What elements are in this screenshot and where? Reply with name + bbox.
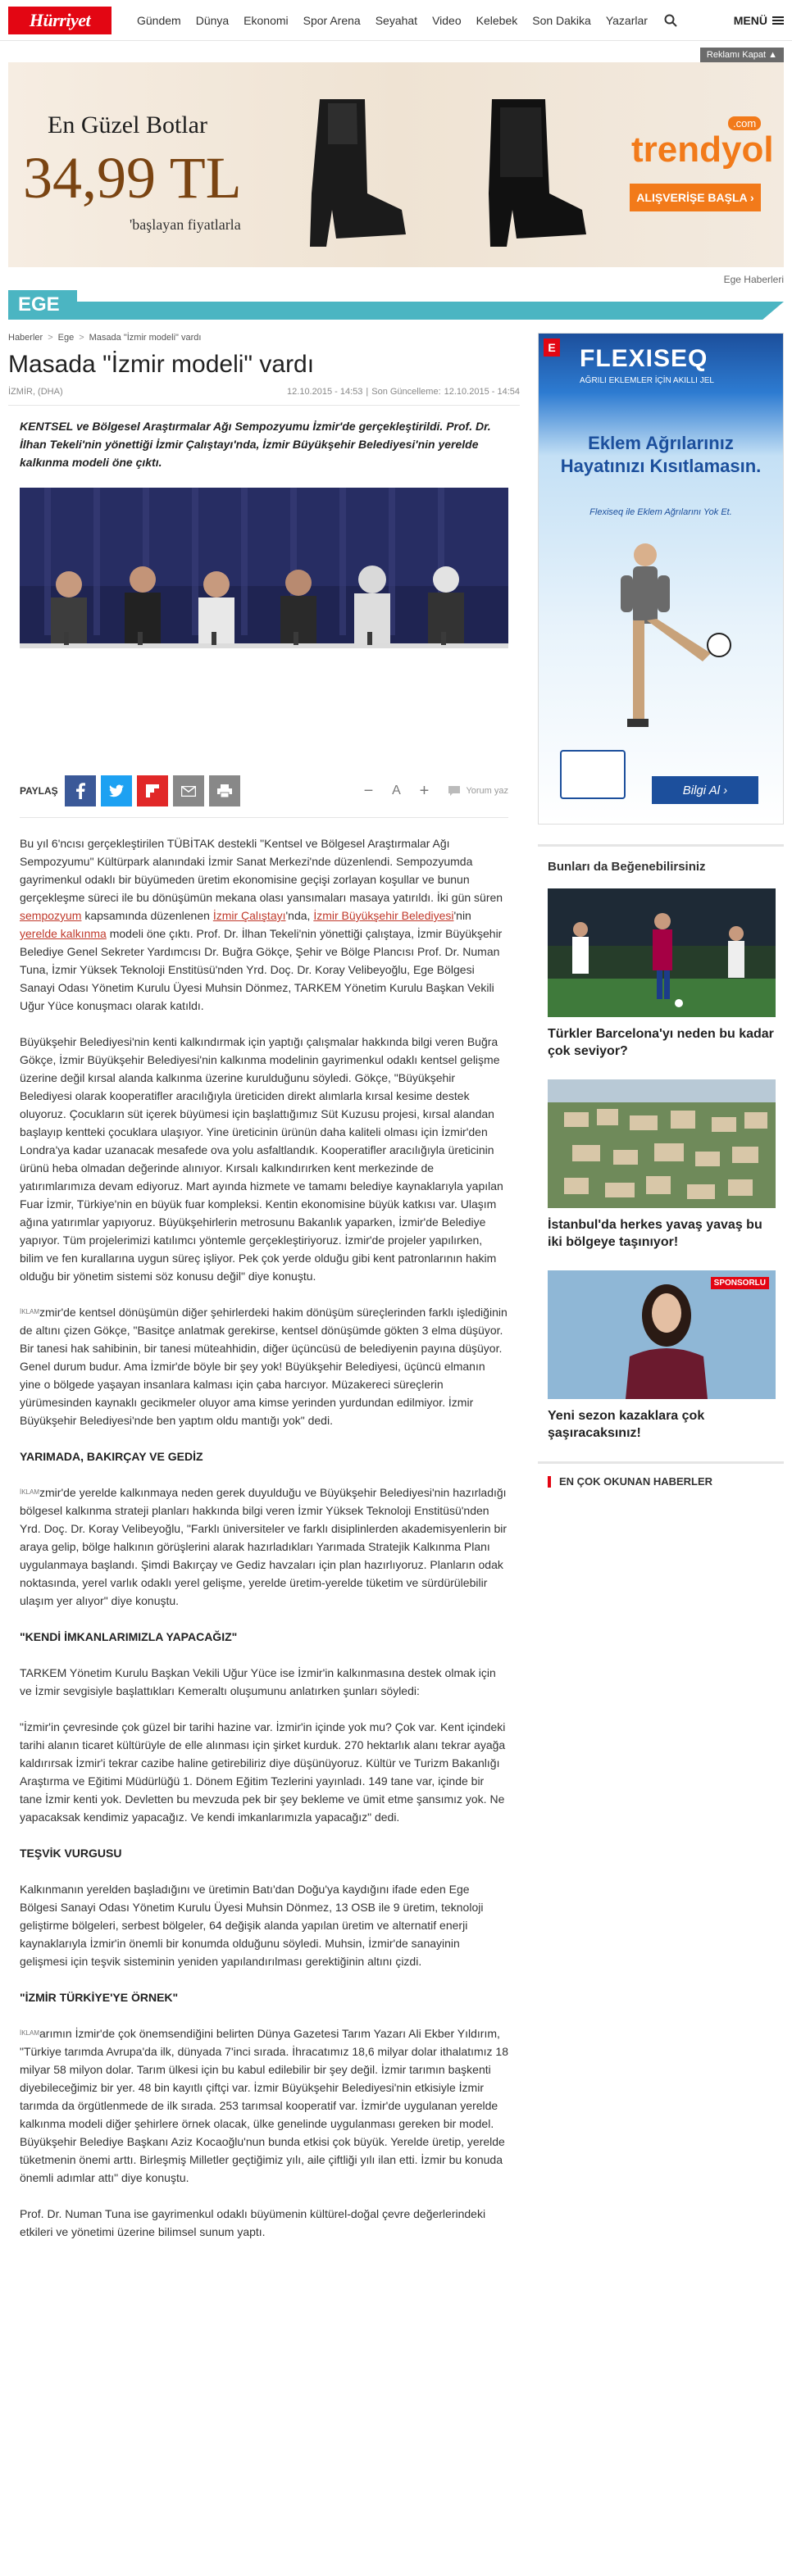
paragraph-text: 'nda, — [285, 909, 314, 922]
share-label: PAYLAŞ — [20, 785, 58, 797]
article-meta — [8, 387, 520, 406]
recommendations-title: Bunları da Beğenebilirsiniz — [548, 860, 706, 874]
twitter-icon — [109, 784, 124, 797]
paragraph: Prof. Dr. Numan Tuna ise gayrimenkul odaklı büyümenin kültürel-doğal çevre değerlerindeki etkileri ve yönetimi üzerine bilimsel sunum yaptı. — [20, 2207, 486, 2238]
share-toolbar — [20, 775, 508, 807]
recommendation-caption: İstanbul'da herkes yavaş yavaş bu iki bölgeye taşınıyor! — [548, 1218, 762, 1249]
nav-item-kelebek[interactable]: Kelebek — [476, 13, 518, 27]
ad-brand-suffix: .com — [728, 116, 761, 130]
section-news-link[interactable]: Ege Haberleri — [723, 274, 784, 285]
decrease-font-button[interactable]: − — [363, 781, 374, 800]
main-content — [0, 320, 792, 2259]
paragraph-text: modeli öne çıktı. Prof. Dr. İlhan Tekeli'nin yönettiği çalıştaya, İzmir Büyükşehir Belediye Genel Sekreter Yardımcısı Dr. Buğra Gökçe, Şehir ve Bölge Plancısı Prof. Dr. Numan Tuna, İzmir Yüksek Teknoloji Enstitüsü'nden Yrd. Doç. Dr. Koray Velibeyoğlu, Ege Bölgesi Sanayi Odası Yönetim Kurulu Üyesi Muhsin Dönmez, TARKEM Yönetim Kurulu Başkan Vekili Uğur Yüce konuşmacı olarak katıldı. — [20, 927, 503, 1012]
ad-subline: 'başlayan fiyatlarla — [130, 216, 241, 233]
subheading: YARIMADA, BAKIRÇAY VE GEDİZ — [20, 1450, 203, 1463]
nav-item-seyahat[interactable]: Seyahat — [375, 13, 418, 27]
published-date: 12.10.2015 - 14:53 — [287, 387, 363, 397]
comment-icon — [448, 785, 461, 797]
ad-badge: E — [544, 338, 560, 357]
article-lead: KENTSEL ve Bölgesel Araştırmalar Ağı Sempozyumu İzmir'de gerçekleştirildi. Prof. Dr. İlhan Tekeli'nin yönettiği İzmir Çalıştayı'nda, İzmir Büyükşehir Belediyesi'nin yerelde kalkınma modeli öne çıktı. — [20, 420, 491, 469]
hamburger-icon — [772, 15, 784, 26]
comment-label: Yorum yaz — [466, 786, 508, 796]
breadcrumb-separator: > — [48, 333, 53, 343]
site-logo[interactable]: Hürriyet — [8, 7, 112, 34]
flipboard-share-button[interactable] — [137, 775, 168, 806]
breadcrumb-haberler[interactable]: Haberler — [8, 333, 43, 343]
updated-date: 12.10.2015 - 14:54 — [444, 387, 520, 397]
section-stripe — [77, 302, 784, 320]
recommendations — [538, 844, 784, 1442]
section-title[interactable]: EGE — [8, 290, 77, 320]
paragraph — [20, 834, 508, 1015]
article-title: Masada "İzmir modeli" vardı — [8, 351, 315, 378]
list-item[interactable] — [548, 1270, 774, 1442]
divider — [20, 817, 508, 818]
facebook-share-button[interactable] — [65, 775, 96, 806]
panel-photo-image — [20, 488, 508, 758]
menu-button[interactable] — [734, 14, 784, 27]
article-dates — [287, 387, 520, 397]
list-item[interactable] — [548, 888, 774, 1060]
nav-item-ekonomi[interactable]: Ekonomi — [244, 13, 289, 27]
paragraph: "İzmir'in çevresinde çok güzel bir tarihi hazine var. İzmir'in içinde yok mu? Çok var. Kent içindeki tarihi alanın ticaret kültürüyle de elle alınması için şirket kurduk. 270 hektarlık alanı tekrar ayağa kaldırırsak İzmir'i tekrar cazibe haline getirebiliriz diye düşünüyoruz. Kültür ve Turizm Bakanlığı Araştırma ve Eğitimi Müdürlüğü 1. Dönem Eğitim Tezlerini yayınladı. 149 tane var, içinde bir tane İzmir kenti yok. Devletten bu mevzuda pek bir şey bekleme ve ümit etme şansımız yok. Ne yapacaksak kendimiz yapacağız. Ve kendi imkanlarımızla yapacağız" dedi. — [20, 1720, 506, 1824]
top-navigation — [0, 0, 792, 41]
facebook-icon — [75, 783, 85, 799]
link-izmir-calistayi[interactable]: İzmir Çalıştayı — [212, 909, 286, 922]
subheading: "KENDİ İMKANLARIMIZLA YAPACAĞIZ" — [20, 1630, 238, 1643]
link-yerelde-kalkinma[interactable]: yerelde kalkınma — [20, 927, 107, 940]
recommendation-image — [548, 888, 776, 1017]
most-read-label: EN ÇOK OKUNAN HABERLER — [559, 1475, 713, 1488]
most-read-marker — [548, 1476, 551, 1488]
article-photo[interactable] — [20, 488, 508, 758]
boot-image — [287, 95, 410, 251]
font-size-label: A — [392, 784, 401, 797]
recommendation-caption: Yeni sezon kazaklara çok şaşıracaksınız! — [548, 1409, 705, 1440]
paragraph — [20, 1303, 508, 1429]
twitter-share-button[interactable] — [101, 775, 132, 806]
paragraph — [20, 2024, 508, 2187]
date-separator: | — [366, 387, 369, 397]
increase-font-button[interactable]: + — [419, 781, 430, 800]
boot-image — [467, 95, 590, 251]
updated-label: Son Güncelleme: — [371, 387, 441, 397]
write-comment-button[interactable] — [448, 785, 508, 797]
print-button[interactable] — [209, 775, 240, 806]
ad-figure-image — [588, 538, 735, 743]
print-icon — [217, 784, 232, 797]
ad-headline: En Güzel Botlar — [48, 111, 207, 139]
nav-item-spor-arena[interactable]: Spor Arena — [303, 13, 361, 27]
most-read-header[interactable] — [538, 1461, 784, 1499]
shop-now-button[interactable]: ALIŞVERİŞE BAŞLA › — [630, 184, 761, 211]
nav-item-dunya[interactable]: Dünya — [195, 13, 230, 27]
article — [8, 333, 520, 2259]
ad-tagline: AĞRILI EKLEMLER İÇİN AKILLI JEL — [580, 376, 714, 385]
paragraph: Büyükşehir Belediyesi'nin kenti kalkındırmak için yaptığı çalışmalar hakkında bilgi veren Buğra Gökçe, İzmir Büyükşehir Belediyesi'nin kalkınma modelinin gayrimenkul odaklı kentsel gelişme üzerine değil kırsal alanda kalkınma üzerine kurulduğunu söyledi. Gökçe, "Büyükşehir Belediyesi olarak kooperatifler aracılığıyla üreticiden direkt alımlarla kırsal kesime destek oluyoruz. Çocukların süt içerek büyümesi için başlattığımız Süt Kuzusu projesi, kırsal alandan başlayıp kentteki çocuklara ulaşıyor. Yine üreticinin ürünün daha kaliteli olması için İzmir'den Londra'ya kadar uzanacak mesafede ova yolu asfaltlandık. Kooperatifler aracılığıyla üreticinin ürünü heba olmadan değerinde alınıyor. Kırsalı kalkındırırken kent merkezinde de yatırımlarımıza devam ediyoruz. Mart ayında hizmete ve tamamı belediye kaynaklarıyla yapılan Fuar İzmir, Türkiye'nin en büyük fuar kompleksi. Kentin ekonomisine büyük katkısı var. Ulaşım ağına yatırımlar yapıyoruz. Büyükşehirlerin metrosunu Bakanlık yaparken, İzmir'de Belediye yapıyor. Tüm projelerimizi katılımcı yöntemle gerçekleştiriyoruz. İzmir'de projeler yapılırken, bilim ve fen kurallarına uygun süreç işliyor. Pek çok yerde olduğu gibi kent patronlarının hakim olduğu bir yönetim sistemi söz konusu değil" diye konuştu. — [20, 1035, 503, 1283]
ad-price: 34,99 TL — [23, 145, 242, 211]
top-ad-container — [0, 41, 792, 267]
breadcrumb-separator: > — [79, 333, 84, 343]
mail-icon — [181, 786, 196, 797]
paragraph-text: kapsamında düzenlenen — [81, 909, 213, 922]
ad-cta-button[interactable]: Bilgi Al › — [652, 776, 758, 804]
search-icon[interactable] — [662, 11, 680, 30]
ad-title: Eklem Ağrılarınız Hayatınızı Kısıtlamasın. — [560, 433, 762, 476]
dropcap-mark: İKLAM — [20, 1488, 40, 1496]
nav-item-son-dakika[interactable]: Son Dakika — [532, 13, 591, 27]
nav-item-gundem[interactable]: Gündem — [137, 13, 181, 27]
paragraph-text: zmir'de yerelde kalkınmaya neden gerek duyulduğu ve Büyükşehir Belediyesi'nin hazırladığı bölgesel kalkınma strateji planları hakkında bilgi veren İzmir Yüksek Teknoloji Enstitüsü'nden Yrd. Doç. Dr. Koray Velibeyoğlu, "Farklı üniversiteler ve farklı disiplinlerden akademisyenlerin bir araya gelip, bölge halkının görüşlerini alarak hazırladıkları Yarımada Stratejik Kalkınma Planı uygulanmaya başlandı. Şimdi Bakırçay ve Gediz havzaları için plan hazırlıyoruz. Planların odak noktasında, yerel varlık odaklı yerel gelişme, yerelde üretim-yerelde tüketim ve sürdürülebilir ulaşım yer alıyor" diye konuştu. — [20, 1486, 508, 1607]
list-item[interactable] — [548, 1079, 774, 1251]
ad-product-image — [560, 750, 626, 799]
recommendation-image — [548, 1270, 776, 1399]
nav-item-video[interactable]: Video — [432, 13, 462, 27]
subheading: TEŞVİK VURGUSU — [20, 1847, 122, 1860]
ad-brand: trendyol — [631, 129, 774, 170]
recommendation-image — [548, 1079, 776, 1208]
close-ad-button[interactable]: Reklamı Kapat ▲ — [700, 48, 784, 62]
paragraph: Kalkınmanın yerelden başladığını ve üretimin Batı'dan Doğu'ya kaydığını ifade eden Ege Bölgesi Sanayi Odası Yönetim Kurulu Üyesi Muhsin Dönmez, 13 OSB ile 9 üretim, teknoloji geliştirme bölgeleri, serbest bölgeler, 64 değişik alanda yapılan üretim ve alternatif enerji kaynaklarıyla İzmir'in önemli bir konumda olduğunu söyledi. Muhsin, İzmir'de sanayinin gelişmesi için teşvik sisteminin yeniden yapılandırılması gerektiğinin altını çizdi. — [20, 1883, 484, 1968]
ad-note: Flexiseq ile Eklem Ağrılarını Yok Et. — [589, 507, 732, 517]
paragraph: TARKEM Yönetim Kurulu Başkan Vekili Uğur Yüce ise İzmir'in kalkınmasına destek olmak için ve İzmir sevgisiyle başlattıkları Kemeraltı oluşumunu anlatırken şunları söyledi: — [20, 1666, 496, 1697]
article-body — [8, 834, 520, 2241]
email-share-button[interactable] — [173, 775, 204, 806]
sponsored-badge: SPONSORLU — [711, 1277, 769, 1289]
paragraph-text: Bu yıl 6'ncısı gerçekleştirilen TÜBİTAK destekli "Kentsel ve Bölgesel Araştırmalar Ağı Sempozyumu" Kültürpark alanındaki İzmir Sanat Merkezi'nde düzenlendi. Sempozyumda gayrimenkul odaklı bir büyümeden üretim ekonomisine geçişi zorlayan koşullar ve bunun gerçekleşme süreci ile bu dönüşümün mekana olası yansımaları masaya yatırıldı. İki gün süren — [20, 837, 503, 904]
section-header — [8, 274, 784, 320]
link-sempozyum[interactable]: sempozyum — [20, 909, 82, 922]
ad-brand: FLEXISEQ — [580, 345, 708, 372]
paragraph-text: 'nin — [453, 909, 471, 922]
flipboard-icon — [146, 784, 159, 797]
link-izmir-buyuksehir[interactable]: İzmir Büyükşehir Belediyesi — [313, 909, 454, 922]
paragraph — [20, 1483, 508, 1610]
dropcap-mark: İKLAM — [20, 2029, 40, 2037]
sidebar — [538, 333, 784, 2259]
nav-item-yazarlar[interactable]: Yazarlar — [605, 13, 648, 27]
top-ad-banner[interactable] — [8, 62, 784, 267]
breadcrumb — [8, 333, 520, 343]
main-menu — [130, 14, 655, 27]
paragraph-text: zmir'de kentsel dönüşümün diğer şehirlerdeki hakim dönüşüm süreçlerinden farklı işlediğinin de altını çizen Gökçe, "Basitçe anlatmak gerekirse, kentsel dönüşümde gökten 3 elma düşüyor. Bir tanesi hak sahibinin, bir tanesi müteahhidin, diğer üçüncüsü de belediyenin payına düşüyor. Genel durum budur. Ama İzmir'de böyle bir şey yok! Büyükşehir Belediyesi, üçüncü elmanın yine o bölgede yaşayan insanlara kalması için çaba harcıyor. Müzakereci süreçlerin yürümesinden kaynaklı gecikmeler oluyor ama kimse yerinden yurdundan edilmiyor. İzmir Büyükşehir Belediyesi'nde ben yaptım oldu mantığı yok" dedi. — [20, 1306, 508, 1427]
sidebar-ad[interactable] — [538, 333, 784, 825]
dropcap-mark: İKLAM — [20, 1308, 40, 1315]
breadcrumb-ege[interactable]: Ege — [57, 333, 75, 343]
article-source: İZMİR, (DHA) — [8, 387, 63, 397]
recommendation-caption: Türkler Barcelona'yı neden bu kadar çok seviyor? — [548, 1027, 774, 1058]
breadcrumb-current: Masada "İzmir modeli" vardı — [89, 333, 202, 343]
menu-label: MENÜ — [733, 13, 767, 27]
font-size-tools — [356, 779, 508, 803]
paragraph-text: arımın İzmir'de çok önemsendiğini belirten Dünya Gazetesi Tarım Yazarı Ali Ekber Yıldırım, "Türkiye tarımda Avrupa'da ilk, dünyada 7'inci sırada. İhracatımız 18,6 milyar dolar ithalatımız 18 milyar 58 milyon dolar. Tarım ülkesi için bu kabul edilebilir bir şey değil. İzmir tarımın başkenti diyebileceğimiz bir yer. 48 bin kayıtlı çiftçi var. İzmir Büyükşehir Belediyesi'nin etkisiyle İzmir tarımda da örgütlenmede de ilk sırada. 253 tarımsal kooperatif var. İzmir'de uygulanan yerelde kalkınma modeli diğer şehirlere örnek olacak, ülke genelinde uygulanması gereken bir model. Büyükşehir Belediye Başkanı Aziz Kocaoğlu'nun bunda etkisi çok büyük. Yerelde üretip, yerelde tüketmenin önemi arttı. Birleşmiş Milletler geçtiğimiz yılı, aile çiftliği yılı ilan etti. İzmir bu konuda önemli adımlar attı" diye konuştu. — [20, 2027, 508, 2184]
subheading: "İZMİR TÜRKİYE'YE ÖRNEK" — [20, 1991, 179, 2004]
